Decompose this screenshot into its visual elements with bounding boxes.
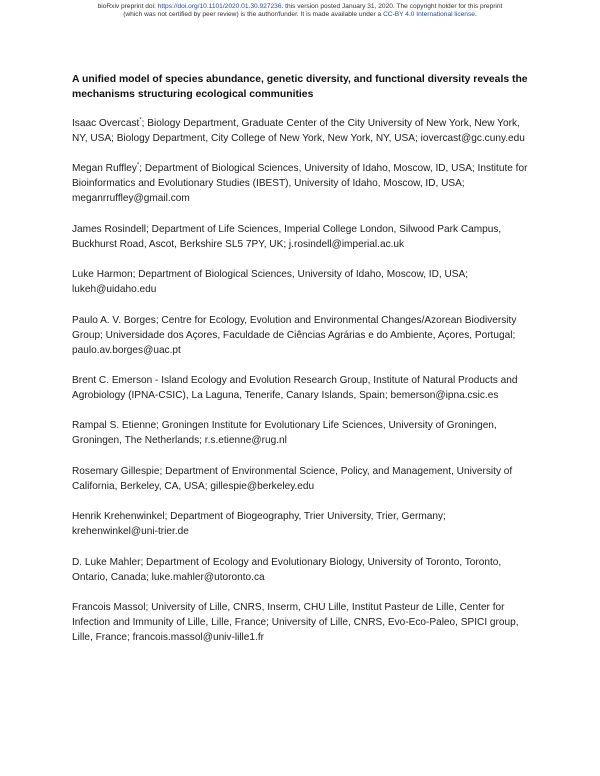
author-affiliation: ; University of Lille, CNRS, Inserm, CHU Lille, Institut Pasteur de Lille, Center for Infection and Immunity of Lille, Lille, France; University of Lille, CNRS, Evo-Eco-Paleo, SPICI group, Lille, France; francois.massol@univ-lille1.fr <box>72 601 519 643</box>
author-affiliation: ; Department of Biological Sciences, University of Idaho, Moscow, ID, USA; lukeh@uidaho.edu <box>72 269 469 296</box>
header-line-1 <box>0 3 600 11</box>
author-name: Brent C. Emerson <box>72 374 153 386</box>
author-name: Henrik Krehenwinkel <box>72 511 165 523</box>
author-affiliation: ; Centre for Ecology, Evolution and Environmental Changes/Azorean Biodiversity Group; Universidade dos Açores, Faculdade de Ciências Agrárias e do Ambiente, Açores, Portugal; paulo.av.borges@uac.pt <box>72 314 517 356</box>
paper-title: A unified model of species abundance, genetic diversity, and functional diversity reveals the mechanisms structuring ecological communities <box>72 74 528 100</box>
author-name: Isaac Overcast <box>72 118 140 129</box>
author-affiliation: ; Department of Biological Sciences, University of Idaho, Moscow, ID, USA; Institute for Bioinformatics and Evolutionary Studies (IBEST), University of Idaho, Moscow, ID, USA; meganrruffley@gmail.com <box>72 163 528 205</box>
author-entry <box>72 373 534 403</box>
author-affiliation: ; Department of Environmental Science, Policy, and Management, University of California, Berkeley, CA, USA; gillespie@berkeley.edu <box>72 465 513 492</box>
author-affiliation: ; Department of Life Sciences, Imperial College London, Silwood Park Campus, Buckhurst Road, Ascot, Berkshire SL5 7PY, UK; j.rosindell@imperial.ac.uk <box>72 223 502 250</box>
equal-contribution-mark: * <box>136 163 140 170</box>
author-affiliation: ; Department of Biogeography, Trier University, Trier, Germany; krehenwinkel@uni-trier.de <box>72 511 446 538</box>
author-entry <box>72 600 534 645</box>
header-license-text: (which was not certified by peer review) is the author/funder. It is made available under a <box>123 11 384 18</box>
author-affiliation: ; Department of Ecology and Evolutionary Biology, University of Toronto, Toronto, Ontario, Canada; luke.mahler@utoronto.ca <box>72 556 502 583</box>
author-entry <box>72 222 534 252</box>
author-name: Rampal S. Etienne <box>72 420 157 432</box>
author-entry <box>72 509 534 539</box>
header-end: . <box>474 11 477 18</box>
license-link[interactable]: CC-BY 4.0 International license <box>383 11 475 18</box>
header-line-2 <box>0 11 600 19</box>
equal-contribution-mark: * <box>139 117 142 124</box>
author-name: Francois Massol <box>72 601 146 613</box>
author-entry <box>72 313 534 358</box>
doi-link[interactable]: https://doi.org/10.1101/2020.01.30.927236 <box>157 3 282 10</box>
author-name: Paulo A. V. Borges <box>72 314 156 326</box>
author-entry <box>72 464 534 494</box>
author-name: Rosemary Gillespie <box>72 465 160 477</box>
author-name: Megan Ruffley <box>72 163 137 175</box>
author-name: Luke Harmon <box>72 269 133 281</box>
author-entry <box>72 267 534 297</box>
author-list <box>72 116 534 660</box>
author-entry <box>72 161 534 206</box>
author-name: James Rosindell <box>72 223 147 235</box>
preprint-header <box>0 3 600 19</box>
author-affiliation: ; Groningen Institute for Evolutionary Life Sciences, University of Groningen, Groningen, The Netherlands; r.s.etienne@rug.nl <box>72 420 497 447</box>
author-entry <box>72 555 534 585</box>
header-posted: . this version posted January 31, 2020. The copyright holder for this preprint <box>281 3 503 10</box>
author-affiliation: - Island Ecology and Evolution Research Group, Institute of Natural Products and Agrobiology (IPNA-CSIC), La Laguna, Tenerife, Canary Islands, Spain; bemerson@ipna.csic.es <box>72 374 518 401</box>
author-entry <box>72 418 534 448</box>
author-name: D. Luke Mahler <box>72 556 141 568</box>
author-entry <box>72 116 534 146</box>
header-prefix: bioRxiv preprint doi: <box>97 3 158 10</box>
author-affiliation: ; Biology Department, Graduate Center of the City University of New York, New York, NY, USA; Biology Department, City College of New York, New York, NY, USA; iovercast@gc.cuny.edu <box>72 118 525 144</box>
